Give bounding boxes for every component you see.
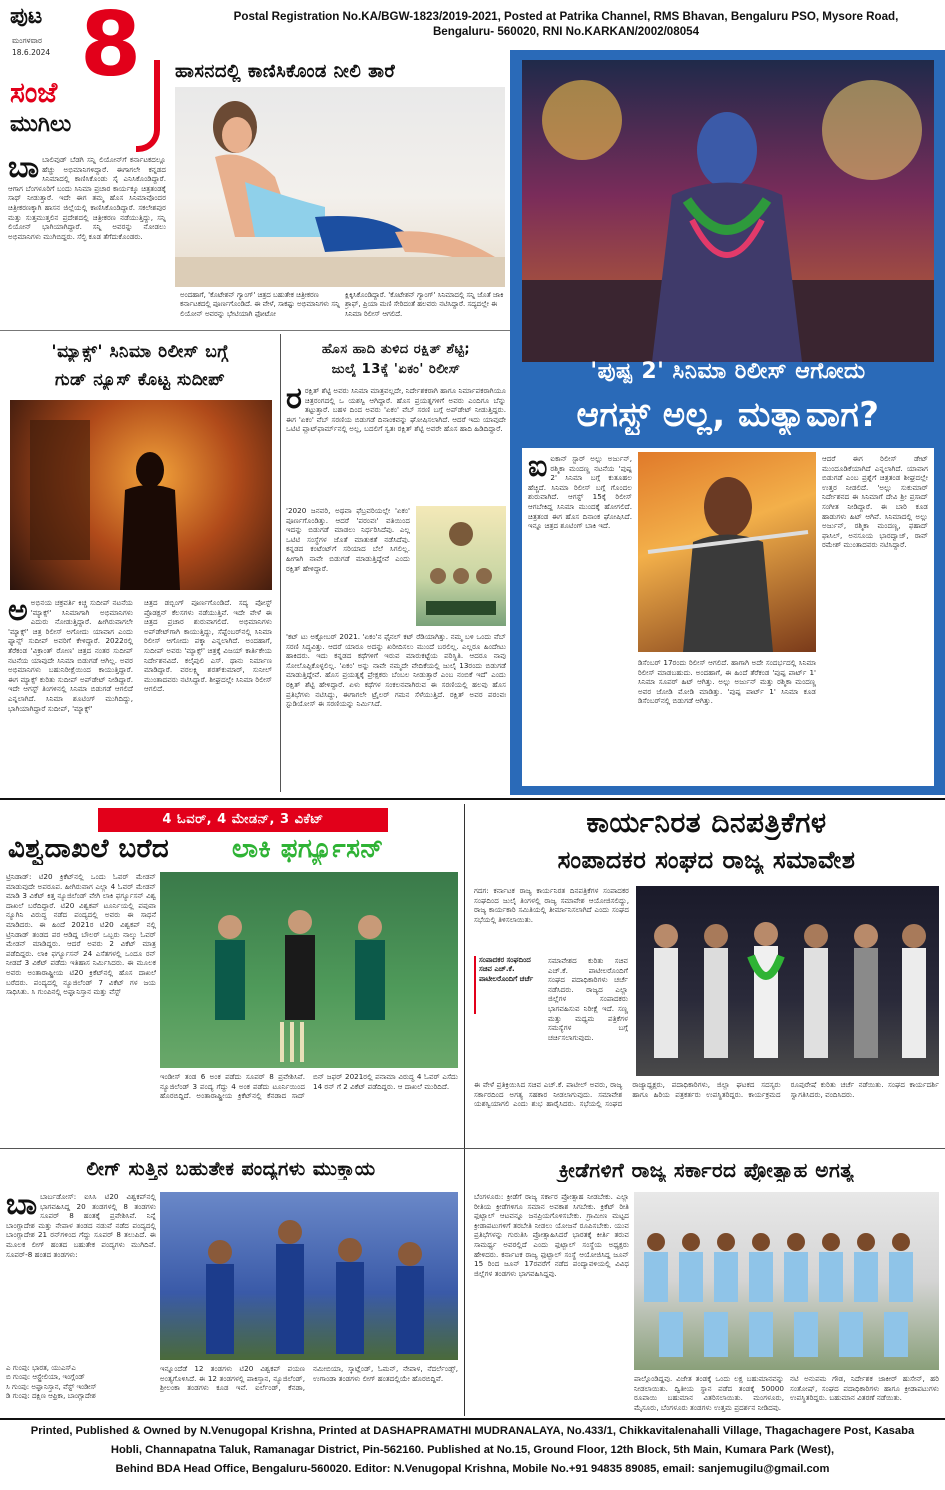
ferguson-photo <box>160 872 458 1068</box>
union-sidebar-text: ಸಂಪಾದಕರ ಸಂಘದಿಂದ ಸಚಿವ ಎಚ್.ಕೆ. ಪಾಟೀಲರೊಂದಿಗೆ ಚರ್ಚೆ <box>479 956 534 983</box>
league-photo <box>160 1192 458 1360</box>
max-dropcap: ಅ <box>8 598 28 628</box>
sunny-body <box>8 155 166 325</box>
pushpa-block <box>510 50 945 795</box>
max-headline-1: 'ಮ್ಯಾಕ್ಸ್' ಸಿನಿಮಾ ರಿಲೀಸ್ ಬಗ್ಗೆ <box>51 342 229 362</box>
pushpa-still-photo <box>638 452 816 652</box>
story-union <box>468 804 945 1144</box>
max-photo <box>10 400 272 590</box>
pushpa-sword-icon <box>638 452 816 652</box>
league-groups <box>6 1364 156 1402</box>
story-ferguson <box>0 804 462 1144</box>
footer-rule <box>0 1418 945 1420</box>
divider-sports-news <box>464 804 465 1416</box>
league-group-item: ಎ ಗುಂಪು: ಭಾರತ, ಯುಎಸ್ಎ <box>6 1364 76 1372</box>
story-sports <box>468 1152 945 1416</box>
union-photo <box>636 886 939 1076</box>
ferguson-headline-a: ವಿಶ್ವದಾಖಲೆ ಬರೆದ <box>8 834 170 864</box>
story-ekam <box>284 334 508 794</box>
pushpa-body-mid: ಡಿಸೆಂಬರ್ 17ರಂದು ರಿಲೀಸ್ ಆಗಲಿದೆ. ಹಾಗಾಗಿ ಅದೇ ಸಂದರ್ಭದಲ್ಲಿ ಸಿನಿಮಾ ರಿಲೀಸ್ ಮಾಡಬಹುದು. ಅಂದಹಾಗೆ, ಈ ಹಿಂದೆ ತೆರೆಕಂಡ 'ಪುಷ್ಪ ಪಾರ್ಟ್ 1' ಸಿನಿಮಾ ಸೂಪರ್ ಹಿಟ್ ಆಗಿತ್ತು. ಅಲ್ಲು ಅರ್ಜುನ್ ಮತ್ತು ರಶ್ಮಿಕಾ ಮಂದಣ್ಣ ಅವರ ಜೋಡಿ ಮೋಡಿ ಮಾಡಿತ್ತು. 'ಪುಷ್ಪ ಪಾರ್ಟ್ 1' ಸಿನಿಮಾ ಕೂಡ ಡಿಸೆಂಬರ್‌ನಲ್ಲಿ ಬಿಡುಗಡೆ ಆಗಿತ್ತು. <box>638 658 816 706</box>
pushpa-body-left-text: ಐಕಾನ್ ಸ್ಟಾರ್ ಅಲ್ಲು ಅರ್ಜುನ್, ರಶ್ಮಿಕಾ ಮಂದಣ್ಣ ನಟನೆಯ 'ಪುಷ್ಪ 2' ಸಿನಿಮಾ ಬಗ್ಗೆ ಕುತೂಹಲ ಹೆಚ್ಚಿದೆ. ಸಿನಿಮಾ ರಿಲೀಸ್ ಬಗ್ಗೆ ಗೊಂದಲ ಶುರುವಾಗಿದೆ. ಆಗಸ್ಟ್ 15ಕ್ಕೆ ರಿಲೀಸ್ ಆಗಬೇಕಿದ್ದ ಸಿನಿಮಾ ಮುಂದಕ್ಕೆ ಹೋಗಲಿದೆ. ಚಿತ್ರತಂಡ ಈಗ ಹೊಸ ದಿನಾಂಕ ಘೋಷಿಸಿದೆ. ಇನ್ನೂ ಚಿತ್ರದ ಶೂಟಿಂಗ್ ಬಾಕಿ ಇದೆ. <box>528 454 632 531</box>
sunny-dropcap: ಬಾ <box>8 155 40 185</box>
footer <box>0 1422 945 1490</box>
sports-body-left: ಬೆಂಗಳೂರು: ಕ್ರೀಡೆಗೆ ರಾಜ್ಯ ಸರ್ಕಾರ ಪ್ರೋತ್ಸಾಹ ನೀಡಬೇಕು. ಎಲ್ಲಾ ರೀತಿಯ ಕ್ರೀಡೆಗಳಿಗೂ ಸಮಾನ ಅವಕಾಶ ಸಿಗಬೇಕು. ಕ್ರಿಕೆಟ್ ರೀತಿ ಫುಟ್ಬಾಲ್ ಆಟವನ್ನೂ ಜನಪ್ರಿಯಗೊಳಿಸಬೇಕು. ಗ್ರಾಮೀಣ ಮಟ್ಟದ ಕ್ರೀಡಾಪಟುಗಳಿಗೆ ತರಬೇತಿ ನೀಡಲು ಯೋಜನೆ ರೂಪಿಸಬೇಕು. ಯುವ ಪ್ರತಿಭೆಗಳನ್ನು ಗುರುತಿಸಿ ಪ್ರೋತ್ಸಾಹಿಸಿದರೆ ಭಾರತಕ್ಕೆ ಕೀರ್ತಿ ತರುವ ಸಾಮರ್ಥ್ಯ ಅವರಲ್ಲಿದೆ ಎಂದು ಫುಟ್ಬಾಲ್ ಸಂಸ್ಥೆಯ ಅಧ್ಯಕ್ಷರು ಹೇಳಿದರು. ಕರ್ನಾಟಕ ರಾಜ್ಯ ಫುಟ್ಬಾಲ್ ಸಂಸ್ಥೆ ಆಯೋಜಿಸಿದ್ದ ಜೂನ್ 15 ರಿಂದ ಜೂನ್ 17ರವರೆಗೆ ನಡೆದ ಪಂದ್ಯಾವಳಿಯಲ್ಲಿ ವಿವಿಧ ಜಿಲ್ಲೆಗಳ ತಂಡಗಳು ಭಾಗವಹಿಸಿದ್ದವು. <box>474 1192 629 1278</box>
story-max <box>0 334 280 794</box>
footer-line-1: Printed, Published & Owned by N.Venugopal Krishna, Printed at DASHAPRAMATHI MUDRANALAYA, No.433/1, Chikkavitalenahalli Village, Thagachagere Post, Kasaba <box>30 1425 915 1437</box>
sunny-photo <box>175 87 505 287</box>
league-group-item: ಸಿ ಗುಂಪು: ಅಫ್ಘಾನಿಸ್ತಾನ, ವೆಸ್ಟ್ ಇಂಡೀಸ್ <box>6 1382 97 1391</box>
pushpa-dropcap: ಐ <box>528 454 548 484</box>
ekam-body-top-text: ರಕ್ಷಿತ್ ಶೆಟ್ಟಿ ಅವರು ಸಿನಿಮಾ ಮಾತ್ರವಲ್ಲದೇ, ನಿರ್ದೇಶಕರಾಗಿ ಹಾಗೂ ನಿರ್ಮಾಪಕರಾಗಿಯೂ ಚಿತ್ರರಂಗದಲ್ಲಿ ಒ ಯಶಸ್ವಿ ಆಗಿದ್ದಾರೆ. ಹೊಸ ಪ್ರಯತ್ನಗಳಿಗೆ ಅವರು ಎಂದಿಗೂ ಬೆನ್ನು ತಟ್ಟುತ್ತಾರೆ. ಬಹಳ ದಿಂದ ಅವರು 'ಏಕಂ' ವೆಬ್ ಸರಣಿ ಬಗ್ಗೆ ಅಪ್‌ಡೇಟ್ ನೀಡುತ್ತಿದ್ದರು. ಈಗ 'ಏಕಂ' ವೆಬ್ ಸರಣಿಯ ಬಿಡುಗಡೆ ದಿನಾಂಕವನ್ನು ಘೋಷಿಸಲಾಗಿದೆ. ಆದರೆ ಇದು ಯಾವುದೇ ಒಟಿಟಿ ಪ್ಲಾಟ್‌ಫಾರ್ಮ್‌ನಲ್ಲಿ ಅಲ್ಲ, ಬದಲಿಗೆ ಸ್ವತಃ ರಕ್ಷಿತ್ ಶೆಟ್ಟಿ ಅವರೇ ಹೊಸ ಹಾದಿ ಹಿಡಿದಿದ್ದಾರೆ. <box>286 386 506 434</box>
ferguson-players-icon <box>160 872 458 1068</box>
postal-line-2: Bengaluru- 560020, RNI No.KARKAN/2002/08054 <box>432 25 700 38</box>
sports-headline: ಕ್ರೀಡೆಗಳಿಗೆ ರಾಜ್ಯ ಸರ್ಕಾರದ ಪ್ರೋತ್ಸಾಹ ಅಗತ್ಯ <box>558 1158 855 1182</box>
pushpa-figure-icon <box>522 60 934 362</box>
ekam-dropcap: ರ <box>286 386 302 416</box>
ekam-poster-icon <box>416 506 506 626</box>
max-body-left <box>8 598 133 788</box>
league-group-item: ಬಿ ಗುಂಪು: ಆಸ್ಟ್ರೇಲಿಯಾ, ಇಂಗ್ಲೆಂಡ್ <box>6 1373 85 1382</box>
ekam-poster <box>416 506 506 626</box>
pushpa-text-card <box>522 448 934 786</box>
page-date: 18.6.2024 <box>12 48 51 57</box>
divider-left-mid <box>0 330 510 331</box>
page-number: 8 <box>80 0 142 96</box>
ekam-headline-1: ಹೊಸ ಹಾದಿ ತುಳಿದ ರಕ್ಷಿತ್ ಶೆಟ್ಟಿ; <box>321 342 471 357</box>
pushpa-body-left <box>528 454 632 779</box>
pushpa-headline-1: 'ಪುಷ್ಪ 2' ಸಿನಿಮಾ ರಿಲೀಸ್ ಆಗೋದು <box>590 359 866 384</box>
story-league <box>0 1152 462 1416</box>
max-headline-2: ಗುಡ್ ನ್ಯೂಸ್ ಕೊಟ್ಟ ಸುದೀಪ್ <box>54 370 226 390</box>
union-group-icon <box>636 886 939 1076</box>
league-body-left <box>6 1192 156 1362</box>
union-body-mid: ಸಮಾವೇಶದ ಕುರಿತು ಸಚಿವ ಎಚ್.ಕೆ. ಪಾಟೀಲರೊಂದಿಗೆ ಸಂಘದ ಪದಾಧಿಕಾರಿಗಳು ಚರ್ಚೆ ನಡೆಸಿದರು. ರಾಜ್ಯದ ಎಲ್ಲಾ ಜಿಲ್ಲೆಗಳ ಸಂಪಾದಕರು ಭಾಗವಹಿಸುವ ನಿರೀಕ್ಷೆ ಇದೆ. ಸಣ್ಣ ಮತ್ತು ಮಧ್ಯಮ ಪತ್ರಿಕೆಗಳ ಸಮಸ್ಯೆಗಳ ಬಗ್ಗೆ ಚರ್ಚಿಸಲಾಗುವುದು. <box>548 956 628 1042</box>
league-headline: ಲೀಗ್ ಸುತ್ತಿನ ಬಹುತೇಕ ಪಂದ್ಯಗಳು ಮುಕ್ತಾಯ <box>86 1158 376 1180</box>
page-weekday: ಮಂಗಳವಾರ <box>12 36 43 45</box>
page-tag-puta: ಪುಟ <box>10 4 43 29</box>
pushpa-headline-box <box>522 355 934 445</box>
footer-line-3: Behind BDA Head Office, Bengaluru-560020. Editor: N.Venugopal Krishna, Mobile No.+91 94835 89085, email: sanjemugilu@gmail.com <box>115 1463 830 1475</box>
ekam-body-top <box>286 386 506 501</box>
union-body-bottom: ಈ ವೇಳೆ ಪ್ರತಿಕ್ರಿಯಿಸಿದ ಸಚಿವ ಎಚ್.ಕೆ. ಪಾಟೀಲ್ ಅವರು, ರಾಜ್ಯ ಸರ್ಕಾರದಿಂದ ಅಗತ್ಯ ಸಹಕಾರ ನೀಡಲಾಗುವುದು. ಸಮಾವೇಶ ಯಶಸ್ವಿಯಾಗಲಿ ಎಂದು ಶುಭ ಹಾರೈಸಿದರು. ಸಭೆಯಲ್ಲಿ ಸಂಘದ ರಾಜ್ಯಾಧ್ಯಕ್ಷರು, ಪದಾಧಿಕಾರಿಗಳು, ಜಿಲ್ಲಾ ಘಟಕದ ಸದಸ್ಯರು ಹಾಗೂ ಹಿರಿಯ ಪತ್ರಕರ್ತರು ಉಪಸ್ಥಿತರಿದ್ದರು. ಕಾರ್ಯಕ್ರಮದ ರೂಪುರೇಷೆ ಕುರಿತು ಚರ್ಚೆ ನಡೆಯಿತು. ಸಂಘದ ಕಾರ್ಯದರ್ಶಿ ಸ್ವಾಗತಿಸಿದರು, ವಂದಿಸಿದರು. <box>474 1080 939 1109</box>
sports-body-mid: ಪಾಲ್ಗೊಂಡಿದ್ದವು. ವಿಜೇತ ತಂಡಕ್ಕೆ ಒಂದು ಲಕ್ಷ ಬಹುಮಾನವನ್ನು ನೀಡಲಾಯಿತು. ದ್ವಿತೀಯ ಸ್ಥಾನ ಪಡೆದ ತಂಡಕ್ಕೆ 50000 ರೂಪಾಯಿ ಬಹುಮಾನ ವಿತರಿಸಲಾಯಿತು. ಮಂಗಳೂರು, ಮೈಸೂರು, ಬೆಂಗಳೂರು ತಂಡಗಳು ಉತ್ತಮ ಪ್ರದರ್ಶನ ನೀಡಿದವು. <box>634 1374 784 1412</box>
sunny-figure-icon <box>175 87 505 287</box>
max-body-left-text: ಅಭಿನಯ ಚಕ್ರವರ್ತಿ ಕಿಚ್ಚ ಸುದೀಪ್ ನಟನೆಯ 'ಮ್ಯಾಕ್ಸ್' ಸಿನಿಮಾಗಾಗಿ ಅಭಿಮಾನಿಗಳು ಎದುರು ನೋಡುತ್ತಿದ್ದಾರೆ. ಹೀಗಿರುವಾಗಲೇ 'ಮ್ಯಾಕ್ಸ್' ಚಿತ್ರ ರಿಲೀಸ್ ಅಗೋದು ಯಾವಾಗ ಎಂದು ಫ್ಯಾನ್ಸ್ ಸುದೀಪ್ ಅವರಿಗೆ ಕೇಳಿದ್ದಾರೆ. 2022ರಲ್ಲಿ ತೆರೆಕಂಡ 'ವಿಕ್ರಾಂತ್ ರೋಣ' ಚಿತ್ರದ ನಂತರ ಸುದೀಪ್ ನಟನೆಯ ಯಾವುದೇ ಸಿನಿಮಾ ಬಿಡುಗಡೆ ಆಗಿಲ್ಲ. ಅವರ ಅಭಿಮಾನಿಗಳು ಬಹುನಿರೀಕ್ಷೆಯಿಂದ ಕಾಯುತ್ತಿದ್ದಾರೆ. ಈಗ ಮ್ಯಾಕ್ಸ್ ಕುರಿತು ಸುದೀಪ್ ಅಪ್‌ಡೇಟ್ ನೀಡಿದ್ದಾರೆ. ಇದೇ ಆಗಸ್ಟ್ ತಿಂಗಳಿನಲ್ಲಿ ಸಿನಿಮಾ ಬಿಡುಗಡೆ ಆಗಲಿದೆ ಎನ್ನಲಾಗಿದೆ. ಸಿನಿಮಾ ಶೂಟಿಂಗ್ ಮುಗಿದಿದ್ದು, ಭಾಗಿಯಾಗಿದ್ದಾರೆ ಸುದೀಪ್, 'ಮ್ಯಾಕ್ಸ್' <box>8 598 133 713</box>
sunny-caption-a: ಅಂದಹಾಗೆ, 'ಕೊಟೇಶನ್ ಗ್ಯಾಂಗ್' ಚಿತ್ರದ ಬಹುತೇಕ ಚಿತ್ರೀಕರಣ ಕರ್ನಾಟಕದಲ್ಲಿ ಪೂರ್ಣಗೊಂಡಿದೆ. ಈ ವೇಳೆ, ಸಾಕಷ್ಟು ಅಭಿಮಾನಿಗಳು ಸನ್ನಿ ಲಿಯೋನ್ ಅವರನ್ನು ಭೇಟಿಯಾಗಿ ಫೋಟೋ <box>180 291 340 318</box>
divider-lower <box>0 1148 945 1149</box>
divider-top-bottom <box>0 798 945 800</box>
sports-photo <box>634 1192 939 1370</box>
sunny-headline: ಹಾಸನದಲ್ಲಿ ಕಾಣಿಸಿಕೊಂಡ ನೀಲಿ ತಾರೆ <box>175 61 396 82</box>
pushpa-headline-2: ಆಗಸ್ಟ್ ಅಲ್ಲ, ಮತ್ಯಾವಾಗ? <box>576 395 880 435</box>
ferguson-body-right: ಇಂಡೀಸ್ ತಂಡ 6 ಅಂಕ ಪಡೆದು ಸೂಪರ್ 8 ಪ್ರವೇಶಿಸಿವೆ. ನ್ಯೂಜಿಲೆಂಡ್ 3 ಪಂದ್ಯ ಗೆದ್ದು 4 ಅಂಕ ಪಡೆದು ಟೂರ್ನಿಯಿಂದ ಹೊರಬಿದ್ದಿದೆ. ಅಂತಾರಾಷ್ಟ್ರೀಯ ಕ್ರಿಕೆಟ್‌ನಲ್ಲಿ ಕೆನಡಾದ ಸಾದ್ ಬಿನ್ ಜಫರ್ 2021ರಲ್ಲಿ ಪನಾಮಾ ವಿರುದ್ಧ 4 ಓವರ್ ಎಸೆದು 14 ರನ್ ಗೆ 2 ವಿಕೆಟ್ ಪಡೆದಿದ್ದರು. ಆ ದಾಖಲೆ ಮುರಿದಿದೆ. <box>160 1072 458 1101</box>
story-sunny <box>0 55 510 330</box>
ekam-headline-2: ಜುಲೈ 13ಕ್ಕೆ 'ಏಕಂ' ರಿಲೀಸ್ <box>331 362 461 377</box>
ferguson-headline-b: ಲಾಕಿ ಫರ್ಗ್ಯೂಸನ್ <box>232 834 384 864</box>
sunny-caption-b: ಕ್ಲಿಕ್ಕಿಸಿಕೊಂಡಿದ್ದಾರೆ. 'ಕೊಟೇಶನ್ ಗ್ಯಾಂಗ್' ಸಿನಿಮಾದಲ್ಲಿ ಸನ್ನಿ ಜೊತೆ ಜಾಕಿ ಶ್ರಾಫ್, ಪ್ರಿಯಾ ಮಣಿ ಸೇರಿದಂತೆ ಹಲವರು ನಟಿಸಿದ್ದಾರೆ. ಸದ್ಯದಲ್ಲೇ ಈ ಸಿನಿಮಾ ರಿಲೀಸ್ ಆಗಲಿದೆ. <box>345 291 504 318</box>
brand-sanje: ಸಂಜೆ <box>10 76 58 109</box>
sunny-body-text: ಬಾಲಿವುಡ್ ಬೆಡಗಿ ಸನ್ನಿ ಲಿಯೋನ್‌ಗೆ ಕರ್ನಾಟಕದಲ್ಲೂ ಹೆಚ್ಚು ಅಭಿಮಾನಿಗಳಿದ್ದಾರೆ. ಈಗಾಗಲೇ ಕನ್ನಡದ ಸಿನಿಮಾದಲ್ಲಿ ಕಾಣಿಸಿಕೊಂಡು ಸೈ ಎನಿಸಿಕೊಂಡಿದ್ದಾರೆ. ಆಗಾಗ ಬೆಂಗಳೂರಿಗೆ ಬಂದು ಸಿನಿಮಾ ಪ್ರಚಾರ ಕಾರ್ಯಕ್ಕೂ ಚಿತ್ರತಂಡಕ್ಕೆ ಸಾಥ್ ನೀಡುತ್ತಾರೆ. ಇದೇ ಈಗ ತಮ್ಮ ಹೊಸ ಸಿನಿಮಾವೊಂದರ ಚಿತ್ರೀಕರಣಕ್ಕಾಗಿ ಹಾಸನ ಜಿಲ್ಲೆಯಲ್ಲಿ ಕಾಣಿಸಿಕೊಂಡಿದ್ದಾರೆ. ಸಕಲೇಶಪುರ ಮತ್ತು ಸುತ್ತಮುತ್ತಲಿನ ಪ್ರದೇಶದಲ್ಲಿ ಚಿತ್ರೀಕರಣ ನಡೆಯುತ್ತಿದ್ದು, ಸನ್ನಿ ಲಿಯೋನ್ ಭಾಗಿಯಾಗಿದ್ದಾರೆ. ಸನ್ನಿ ಅವರನ್ನು ನೋಡಲು ಅಭಿಮಾನಿಗಳು ಮುಗಿಬಿದ್ದರು. ಸೆಲ್ಫಿ ಕೂಡ ತೆಗೆದುಕೊಂಡರು. <box>8 155 166 241</box>
ferguson-kicker-box <box>98 808 388 832</box>
max-figure-icon <box>10 400 272 590</box>
pushpa-hero-photo <box>522 60 934 362</box>
league-body-right: ಇನ್ನೂಂದೆಡೆ 12 ತಂಡಗಳು ಟಿ20 ವಿಶ್ವಕಪ್ ಪಯಣ ಅಂತ್ಯಗೊಳಿಸಿದೆ. ಈ 12 ತಂಡಗಳಲ್ಲಿ ಪಾಕಿಸ್ತಾನ, ನ್ಯೂಜಿಲೆಂಡ್, ಶ್ರೀಲಂಕಾ ತಂಡಗಳು ಕೂಡ ಇವೆ. ಐರ್ಲೆಂಡ್, ಕೆನಡಾ, ನಮೀಬಿಯಾ, ಸ್ಕಾಟ್ಲೆಂಡ್, ಓಮನ್, ನೇಪಾಳ, ನೆದರ್ಲೆಂಡ್ಸ್, ಉಗಾಂಡಾ ತಂಡಗಳು ಲೀಗ್ ಹಂತದಲ್ಲಿಯೇ ಹೊರಬಿದ್ದಿವೆ. <box>160 1364 458 1393</box>
league-dropcap: ಬಾ <box>6 1192 38 1222</box>
pushpa-body-right: ಆದರೆ ಈಗ ರಿಲೀಸ್ ಡೇಟ್ ಮುಂದೂಡಿಕೆಯಾಗಿದೆ ಎನ್ನಲಾಗಿದೆ. ಯಾವಾಗ ಬಿಡುಗಡೆ ಎಂಬ ಪ್ರಶ್ನೆಗೆ ಚಿತ್ರತಂಡ ಶೀಘ್ರದಲ್ಲೇ ಉತ್ತರ ನೀಡಲಿದೆ. 'ಅಲ್ಲು ಸುಕುಮಾರ್ ನಿರ್ದೇಶನದ ಈ ಸಿನಿಮಾಗೆ ದೇವಿ ಶ್ರೀ ಪ್ರಸಾದ್ ಸಂಗೀತ ನೀಡಿದ್ದಾರೆ. ಈ ಬಾರಿ ಕೂಡ ಹಾಡುಗಳು ಹಿಟ್ ಆಗಿವೆ. ಸಿನಿಮಾದಲ್ಲಿ ಅಲ್ಲು ಅರ್ಜುನ್, ರಶ್ಮಿಕಾ ಮಂದಣ್ಣ, ಫಹಾದ್ ಫಾಸಿಲ್, ಅನಸೂಯ ಭಾರದ್ವಾಜ್, ರಾವ್ ರಮೇಶ್ ಮುಂತಾದವರು ನಟಿಸಿದ್ದಾರೆ. <box>822 454 928 550</box>
ekam-body-mid: '2020 ಜನವರಿ, ಅಥವಾ ಫೆಬ್ರವರಿಯಲ್ಲೇ 'ಏಕಂ' ಪೂರ್ಣಗೊಂಡಿತ್ತು. ಆದರೆ 'ಪರಂವಃ' ವತಿಯಿಂದ ಇದನ್ನು ಬಿಡುಗಡೆ ಮಾಡಲು ನಿರ್ಧರಿಸಿದೆವು. ಎಲ್ಲ ಒಟಿಟಿ ಸಂಸ್ಥೆಗಳ ಜೊತೆ ಮಾತುಕತೆ ನಡೆಸಿದೆವು. ಕನ್ನಡದ ಕಂಟೆಂಟ್‌ಗೆ ಸರಿಯಾದ ಬೆಲೆ ಸಿಗಲಿಲ್ಲ. ಹೀಗಾಗಿ ನಾವೇ ಬಿಡುಗಡೆ ಮಾಡುತ್ತಿದ್ದೇವೆ ಎಂದು ರಕ್ಷಿತ್ ಹೇಳಿದ್ದಾರೆ. <box>286 506 410 573</box>
league-group-item: ಡಿ ಗುಂಪು: ದಕ್ಷಿಣ ಆಫ್ರಿಕಾ, ಬಾಂಗ್ಲಾದೇಶ <box>6 1392 96 1401</box>
union-body-top: ಗದಗ: ಕರ್ನಾಟಕ ರಾಜ್ಯ ಕಾರ್ಯನಿರತ ದಿನಪತ್ರಿಕೆಗಳ ಸಂಪಾದಕರ ಸಂಘದಿಂದ ಜುಲೈ ತಿಂಗಳಲ್ಲಿ ರಾಜ್ಯ ಸಮಾವೇಶ ಆಯೋಜಿಸಲಿದ್ದು, ರಾಜ್ಯ ಕಾರ್ಯಕಾರಿ ಸಮಿತಿಯಲ್ಲಿ ತೀರ್ಮಾನಿಸಲಾಗಿದೆ ಎಂದು ಸಂಘದ ಸಭೆಯಲ್ಲಿ ತಿಳಿಸಲಾಯಿತು. <box>474 886 629 924</box>
union-headline-2: ಸಂಪಾದಕರ ಸಂಘದ ರಾಜ್ಯ ಸಮಾವೇಶ <box>557 846 856 874</box>
footer-line-2: Hobli, Channapatna Taluk, Ramanagar District, Pin-562160. Published at No.15, Ground Floor, 12th Block, 5th Main, Kumara Park (West), <box>110 1444 835 1456</box>
league-players-icon <box>160 1192 458 1360</box>
sports-team-icon <box>634 1192 939 1370</box>
union-sidebar <box>474 956 544 1014</box>
ekam-body-bottom: 'ಕಟ್ ಟು ಅಕ್ಟೋಬರ್ 2021. 'ಏಕಂ'ನ ಫೈನಲ್ ಕಟ್ ರೆಡಿಯಾಗಿತ್ತು. ನಮ್ಮ ಬಳಿ ಒಂದು ವೆಬ್ ಸರಣಿ ಸಿದ್ಧವಿತ್ತು. ಆದರೆ ಯಾರೂ ಅದನ್ನು ಖರೀದಿಸಲು ಮುಂದೆ ಬರಲಿಲ್ಲ. ಎಲ್ಲರೂ ಹಿಂದೇಟು ಹಾಕಿದರು. ಇದು ಕನ್ನಡದ ಕಥೆಗಳಿಗೆ ಇರುವ ಮಾರುಕಟ್ಟೆಯ ಪರಿಸ್ಥಿತಿ. ಆದರೂ ನಾವು ಸೋಲೊಪ್ಪಿಕೊಳ್ಳಲಿಲ್ಲ. 'ಏಕಂ' ಅನ್ನು ನಾವೇ ನಮ್ಮದೇ ವೇದಿಕೆಯಲ್ಲಿ ಜುಲೈ 13ರಂದು ಬಿಡುಗಡೆ ಮಾಡುತ್ತಿದ್ದೇವೆ. ಹೊಸ ಪ್ರಯತ್ನಕ್ಕೆ ಪ್ರೇಕ್ಷಕರು ಬೆಂಬಲ ನೀಡುತ್ತಾರೆ ಎಂಬ ನಂಬಿಕೆ ಇದೆ' ಎಂದು ರಕ್ಷಿತ್ ಶೆಟ್ಟಿ ಹೇಳಿದ್ದಾರೆ. ಏಳು ಕಥೆಗಳ ಸಂಕಲನವಾಗಿರುವ ಈ ಸರಣಿಯಲ್ಲಿ ಹಲವು ಹೊಸ ಪ್ರತಿಭೆಗಳು ನಟಿಸಿದ್ದು, ಈಗಾಗಲೇ ಟ್ರೈಲರ್ ಗಮನ ಸೆಳೆಯುತ್ತಿದೆ. ರಕ್ಷಿತ್ ಅವರ ಪರಂವಃ ಸ್ಟುಡಿಯೋಸ್ ಈ ಸರಣಿಯನ್ನು ನಿರ್ಮಿಸಿದೆ. <box>286 632 506 709</box>
sports-body-right: ನಟಿ ಅನುಪಮ ಗೌಡ, ನಿರ್ದೇಶಕ ಜಾಕೀರ್ ಹುಸೇನ್, ಹರಿ ಸಂತೋಷ್, ಸಂಘದ ಪದಾಧಿಕಾರಿಗಳು ಹಾಗೂ ಕ್ರೀಡಾಪಟುಗಳು ಉಪಸ್ಥಿತರಿದ್ದರು. ಬಹುಮಾನ ವಿತರಣೆ ನಡೆಯಿತು. <box>790 1374 939 1403</box>
ferguson-body-left: ಟ್ರಿನಿಡಾಡ್: ಟಿ20 ಕ್ರಿಕೆಟ್‌ನಲ್ಲಿ ಒಂದು ಓವರ್ ಮೇಡನ್ ಮಾಡುವುದೇ ಅಪರೂಪ. ಹೀಗಿರುವಾಗ ಎಲ್ಲಾ 4 ಓವರ್ ಮೇಡನ್ ಮಾಡಿ 3 ವಿಕೆಟ್ ಕಿತ್ತ ನ್ಯೂಜಿಲೆಂಡ್ ವೇಗಿ ಲಾಕಿ ಫರ್ಗ್ಯೂಸನ್ ವಿಶ್ವ ದಾಖಲೆ ಬರೆದಿದ್ದಾರೆ. ಟಿ20 ವಿಶ್ವಕಪ್ ಟೂರ್ನಿಯಲ್ಲಿ ಪಪುವಾ ನ್ಯೂಗಿನಿ ವಿರುದ್ಧ ನಡೆದ ಪಂದ್ಯದಲ್ಲಿ ಅವರು ಈ ಸಾಧನೆ ಮಾಡಿದರು. ಈ ಹಿಂದೆ 2021ರ ಟಿ20 ವಿಶ್ವಕಪ್ ನಲ್ಲಿ ಟ್ರಿನಿಡಾಡ್ ತಂಡದ ಪರ ಆಡಿದ್ದ ಬೌಲರ್ ಒಬ್ಬರು ನಾಲ್ಕು ಓವರ್ ಮೇಡನ್ ಮಾಡಿದ್ದರು. ಆದರೆ ಅವರು 2 ವಿಕೆಟ್ ಮಾತ್ರ ಪಡೆದಿದ್ದರು. ಲಾಕಿ ಫರ್ಗ್ಯೂಸನ್ 24 ಎಸೆತಗಳಲ್ಲಿ ಒಂದೂ ರನ್ ನೀಡದೆ 3 ವಿಕೆಟ್ ಪಡೆದು ಇತಿಹಾಸ ನಿರ್ಮಿಸಿದರು. ಈ ಮೂಲಕ ಅವರು ಅಂತಾರಾಷ್ಟ್ರೀಯ ಟಿ20 ಕ್ರಿಕೆಟ್‌ನಲ್ಲಿ ಹೊಸ ದಾಖಲೆ ಬರೆದರು. ಪಂದ್ಯದಲ್ಲಿ ನ್ಯೂಜಿಲೆಂಡ್ 7 ವಿಕೆಟ್ ಗಳ ಜಯ ಸಾಧಿಸಿತು. ಸಿ ಗುಂಪಿನಲ್ಲಿ ಅಫ್ಘಾನಿಸ್ತಾನ ಮತ್ತು ವೆಸ್ಟ್ <box>6 872 156 997</box>
ferguson-kicker: 4 ಓವರ್, 4 ಮೇಡನ್, 3 ವಿಕೆಟ್ <box>162 812 324 827</box>
brand-mugilu: ಮುಗಿಲು <box>10 112 72 137</box>
union-headline-1: ಕಾರ್ಯನಿರತ ದಿನಪತ್ರಿಕೆಗಳ <box>586 806 827 839</box>
divider-max-ekam <box>280 334 281 792</box>
max-body-right: ಚಿತ್ರದ ಡಬ್ಬಿಂಗ್ ಪೂರ್ಣಗೊಂಡಿದೆ. ಸದ್ಯ ಪೋಸ್ಟ್ ಪ್ರೊಡಕ್ಷನ್ ಕೆಲಸಗಳು ನಡೆಯುತ್ತಿವೆ. ಇದೇ ವೇಳೆ ಈ ಚಿತ್ರದ ಪ್ರಚಾರ ಶುರುವಾಗಲಿದೆ. ಅಭಿಮಾನಿಗಳು ಅಪ್‌ಡೇಟ್‌ಗಾಗಿ ಕಾಯುತ್ತಿದ್ದು, ಸೆಪ್ಟೆಂಬರ್‌ನಲ್ಲಿ ಸಿನಿಮಾ ರಿಲೀಸ್ ಆಗೋದು ಪಕ್ಕಾ ಎನ್ನಲಾಗಿದೆ. ಅಂದಹಾಗೆ, ಸುದೀಪ್ ಅವರು 'ಮ್ಯಾಕ್ಸ್' ಚಿತ್ರಕ್ಕೆ ವಿಜಯ್ ಕಾರ್ತಿಕೇಯ ನಿರ್ದೇಶನವಿದೆ. ಕಲೈಪುಲಿ ಎಸ್. ಥಾನು ನಿರ್ಮಾಣ ಮಾಡಿದ್ದಾರೆ. ವರಲಕ್ಷ್ಮಿ ಶರತ್‌ಕುಮಾರ್, ಸುನೀಲ್ ಮುಂತಾದವರು ನಟಿಸಿದ್ದಾರೆ. ಶೀಘ್ರದಲ್ಲೇ ಸಿನಿಮಾ ರಿಲೀಸ್ ಆಗಲಿದೆ. <box>144 598 272 694</box>
league-body-left-text: ಬಾರ್ಬಡೋಸ್: ಐಸಿಸಿ ಟಿ20 ವಿಶ್ವಕಪ್‌ನಲ್ಲಿ ಭಾಗವಹಿಸಿದ್ದ 20 ತಂಡಗಳಲ್ಲಿ 8 ತಂಡಗಳು ಸೂಪರ್ 8 ಹಂತಕ್ಕೆ ಪ್ರವೇಶಿಸಿವೆ. ನಿನ್ನೆ ಬಾಂಗ್ಲಾದೇಶ ಮತ್ತು ನೇಪಾಳ ತಂಡದ ನಡುವೆ ನಡೆದ ಪಂದ್ಯದಲ್ಲಿ ಬಾಂಗ್ಲಾದೇಶ 21 ರನ್‌ಗಳಿಂದ ಗೆದ್ದು ಸೂಪರ್ 8 ತಲುಪಿದೆ. ಈ ಮೂಲಕ ಲೀಗ್ ಹಂತದ ಬಹುತೇಕ ಪಂದ್ಯಗಳು ಮುಗಿದಿವೆ. ಸೂಪರ್-8 ಹಂತದ ತಂಡಗಳು: <box>6 1192 156 1259</box>
postal-line-1: Postal Registration No.KA/BGW-1823/2019-2021, Posted at Patrika Channel, RMS Bhavan, Bengaluru PSO, Mysore Road, <box>233 10 899 23</box>
